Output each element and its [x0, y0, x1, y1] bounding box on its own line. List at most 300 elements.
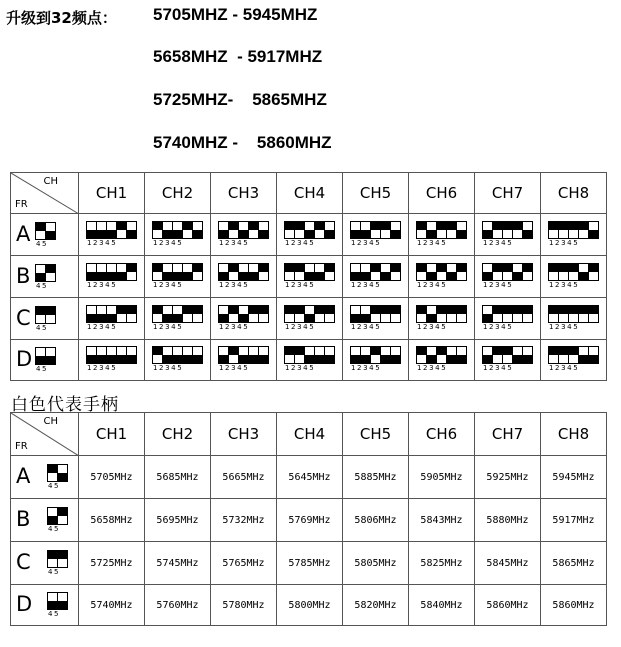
switch-lever-4	[579, 264, 589, 280]
switch-lever-2	[58, 508, 68, 524]
band-switch	[35, 306, 56, 332]
channel-header-5: CH5	[343, 413, 409, 456]
switch-lever-4	[447, 306, 457, 322]
switch-lever-2	[46, 307, 56, 323]
frequency-cell: 5745MHz	[145, 542, 211, 585]
dip-switch-levers	[548, 263, 599, 281]
switch-lever-5	[127, 264, 137, 280]
dip-cell	[277, 298, 343, 340]
switch-lever-1	[351, 306, 361, 322]
range-3: 5725MHZ- 5865MHZ	[153, 90, 327, 109]
band-switch-levers	[35, 306, 56, 324]
switch-lever-2	[295, 222, 305, 238]
switch-lever-1	[351, 222, 361, 238]
band-switch	[35, 222, 56, 248]
dip-switch-digits: 12345	[153, 238, 184, 247]
band-cell	[11, 340, 79, 381]
switch-lever-1	[549, 306, 559, 322]
dip-cell	[409, 256, 475, 298]
dip-cell	[475, 214, 541, 256]
dip-switch-digits: 12345	[219, 364, 250, 372]
dip-cell	[475, 340, 541, 381]
dip-switch-digits: 12345	[351, 238, 382, 247]
switch-lever-5	[589, 222, 599, 238]
band-switch-digits: 45	[48, 482, 61, 490]
switch-lever-1	[48, 593, 58, 609]
switch-lever-2	[97, 222, 107, 238]
switch-lever-5	[259, 347, 269, 363]
band-switch	[35, 347, 56, 373]
switch-lever-5	[457, 222, 467, 238]
switch-lever-4	[447, 347, 457, 363]
dip-switch	[416, 346, 467, 372]
switch-lever-4	[381, 306, 391, 322]
switch-lever-1	[36, 223, 46, 239]
dip-switch	[350, 263, 401, 289]
dip-switch	[86, 221, 137, 247]
switch-lever-1	[351, 347, 361, 363]
dip-switch-levers	[218, 346, 269, 364]
switch-lever-2	[361, 347, 371, 363]
switch-lever-2	[58, 465, 68, 481]
switch-lever-3	[503, 347, 513, 363]
switch-lever-4	[579, 222, 589, 238]
switch-lever-2	[46, 265, 56, 281]
dip-cell	[145, 256, 211, 298]
switch-lever-4	[315, 222, 325, 238]
band-label: B	[16, 263, 31, 288]
dip-switch	[86, 305, 137, 331]
dip-switch-levers	[350, 221, 401, 239]
switch-lever-3	[239, 222, 249, 238]
band-row-a	[11, 214, 607, 256]
range-1: 5705MHZ - 5945MHZ	[153, 5, 318, 24]
switch-lever-2	[493, 306, 503, 322]
switch-lever-1	[483, 306, 493, 322]
dip-switch	[548, 305, 599, 331]
switch-lever-2	[559, 306, 569, 322]
switch-lever-3	[305, 264, 315, 280]
dip-switch	[482, 305, 533, 331]
switch-lever-4	[447, 222, 457, 238]
switch-lever-3	[569, 222, 579, 238]
switch-lever-1	[36, 348, 46, 364]
band-switch	[47, 507, 68, 533]
switch-lever-1	[219, 264, 229, 280]
channel-header-5: CH5	[343, 173, 409, 214]
switch-lever-3	[173, 347, 183, 363]
dip-cell	[409, 214, 475, 256]
switch-lever-3	[305, 347, 315, 363]
dip-switch-digits: 12345	[219, 280, 250, 289]
dip-switch-digits: 12345	[285, 280, 316, 289]
switch-lever-2	[295, 306, 305, 322]
dip-switch	[284, 263, 335, 289]
frequency-cell: 5732MHz	[211, 499, 277, 542]
switch-lever-1	[87, 222, 97, 238]
dip-switch-digits: 12345	[549, 280, 580, 289]
switch-lever-3	[107, 264, 117, 280]
dip-cell	[211, 214, 277, 256]
dip-switch-levers	[548, 221, 599, 239]
frequency-cell: 5865MHz	[541, 542, 607, 585]
switch-lever-2	[58, 551, 68, 567]
frequency-cell: 5845MHz	[475, 542, 541, 585]
dip-switch-levers	[152, 305, 203, 323]
band-cell	[11, 298, 79, 340]
freq-row-d	[11, 585, 607, 626]
frequency-cell: 5840MHz	[409, 585, 475, 626]
switch-lever-2	[493, 347, 503, 363]
switch-lever-2	[427, 306, 437, 322]
switch-lever-2	[58, 593, 68, 609]
band-cell	[11, 542, 79, 585]
switch-lever-5	[193, 264, 203, 280]
dip-cell	[145, 340, 211, 381]
band-switch-digits: 45	[36, 281, 49, 290]
switch-lever-5	[523, 347, 533, 363]
switch-lever-1	[87, 347, 97, 363]
dip-switch	[284, 346, 335, 372]
switch-lever-5	[523, 264, 533, 280]
frequency-cell: 5880MHz	[475, 499, 541, 542]
switch-lever-4	[249, 306, 259, 322]
switch-lever-2	[229, 264, 239, 280]
dip-cell	[145, 214, 211, 256]
dip-switch-table	[10, 172, 607, 381]
switch-lever-3	[437, 222, 447, 238]
freq-row-b	[11, 499, 607, 542]
channel-header-6: CH6	[409, 413, 475, 456]
dip-switch	[482, 221, 533, 247]
dip-switch	[416, 221, 467, 247]
frequency-cell: 5760MHz	[145, 585, 211, 626]
switch-lever-1	[153, 264, 163, 280]
dip-cell	[277, 214, 343, 256]
dip-cell	[409, 340, 475, 381]
switch-lever-3	[239, 306, 249, 322]
frequency-cell: 5806MHz	[343, 499, 409, 542]
dip-switch-levers	[548, 346, 599, 364]
switch-lever-2	[46, 223, 56, 239]
band-switch	[47, 592, 68, 618]
switch-lever-1	[417, 347, 427, 363]
channel-header-7: CH7	[475, 413, 541, 456]
dip-switch-levers	[416, 221, 467, 239]
switch-lever-3	[437, 264, 447, 280]
switch-lever-5	[391, 347, 401, 363]
switch-lever-1	[417, 264, 427, 280]
dip-switch-digits: 12345	[219, 238, 250, 247]
switch-lever-3	[107, 347, 117, 363]
frequency-cell: 5945MHz	[541, 456, 607, 499]
switch-lever-2	[559, 264, 569, 280]
switch-lever-1	[153, 306, 163, 322]
switch-lever-4	[513, 222, 523, 238]
switch-lever-5	[589, 264, 599, 280]
band-cell	[11, 456, 79, 499]
switch-lever-2	[559, 347, 569, 363]
dip-switch-digits: 12345	[417, 280, 448, 289]
dip-cell	[277, 340, 343, 381]
channel-header-8: CH8	[541, 173, 607, 214]
dip-switch	[152, 263, 203, 289]
switch-lever-3	[437, 306, 447, 322]
switch-lever-2	[493, 264, 503, 280]
frequency-cell: 5725MHz	[79, 542, 145, 585]
frequency-cell: 5705MHz	[79, 456, 145, 499]
band-switch-levers	[47, 507, 68, 525]
switch-lever-4	[117, 222, 127, 238]
dip-switch-levers	[218, 221, 269, 239]
dip-switch	[284, 221, 335, 247]
switch-lever-4	[513, 347, 523, 363]
dip-switch-levers	[86, 221, 137, 239]
dip-switch-digits: 12345	[483, 238, 514, 247]
dip-switch-levers	[218, 263, 269, 281]
dip-switch-digits: 12345	[549, 238, 580, 247]
band-switch	[35, 264, 56, 290]
switch-lever-1	[285, 347, 295, 363]
switch-lever-1	[36, 307, 46, 323]
band-switch-digits: 45	[36, 365, 49, 373]
dip-switch-levers	[482, 305, 533, 323]
switch-lever-3	[107, 222, 117, 238]
switch-lever-2	[229, 306, 239, 322]
corner-cell	[11, 413, 79, 456]
band-cell	[11, 214, 79, 256]
dip-switch-levers	[350, 263, 401, 281]
band-row-c	[11, 298, 607, 340]
band-switch	[47, 550, 68, 576]
dip-switch-levers	[152, 263, 203, 281]
band-switch-levers	[47, 464, 68, 482]
switch-lever-4	[249, 264, 259, 280]
switch-lever-2	[559, 222, 569, 238]
switch-lever-3	[173, 264, 183, 280]
dip-switch-levers	[86, 305, 137, 323]
dip-cell	[475, 256, 541, 298]
switch-lever-5	[325, 306, 335, 322]
dip-switch-digits: 12345	[285, 238, 316, 247]
band-switch-digits: 45	[36, 323, 49, 332]
frequency-cell: 5885MHz	[343, 456, 409, 499]
channel-header-3: CH3	[211, 173, 277, 214]
switch-lever-4	[513, 306, 523, 322]
dip-switch	[548, 346, 599, 372]
band-label: C	[16, 305, 31, 330]
dip-cell	[343, 340, 409, 381]
frequency-cell: 5765MHz	[211, 542, 277, 585]
switch-lever-1	[153, 222, 163, 238]
switch-lever-3	[503, 222, 513, 238]
dip-switch	[416, 305, 467, 331]
switch-lever-4	[183, 222, 193, 238]
switch-lever-1	[48, 465, 58, 481]
frequency-cell: 5925MHz	[475, 456, 541, 499]
channel-header-2: CH2	[145, 173, 211, 214]
dip-cell	[211, 340, 277, 381]
band-label: B	[16, 506, 31, 531]
band-switch-levers	[35, 347, 56, 365]
dip-switch	[482, 346, 533, 372]
switch-lever-4	[183, 264, 193, 280]
switch-lever-5	[325, 222, 335, 238]
switch-lever-3	[371, 347, 381, 363]
switch-lever-2	[361, 222, 371, 238]
switch-lever-2	[361, 264, 371, 280]
switch-lever-5	[259, 264, 269, 280]
switch-lever-4	[447, 264, 457, 280]
channel-header-7: CH7	[475, 173, 541, 214]
switch-lever-1	[285, 222, 295, 238]
dip-switch-digits: 12345	[417, 238, 448, 247]
frequency-cell: 5860MHz	[541, 585, 607, 626]
frequency-cell: 5905MHz	[409, 456, 475, 499]
switch-lever-2	[97, 264, 107, 280]
channel-header-1: CH1	[79, 413, 145, 456]
switch-lever-5	[325, 264, 335, 280]
switch-lever-2	[163, 264, 173, 280]
switch-lever-5	[457, 347, 467, 363]
frequency-cell: 5805MHz	[343, 542, 409, 585]
switch-lever-2	[295, 264, 305, 280]
dip-switch	[218, 305, 269, 331]
dip-switch-digits: 12345	[483, 322, 514, 331]
switch-lever-5	[457, 264, 467, 280]
dip-switch	[218, 263, 269, 289]
dip-switch-digits: 12345	[351, 364, 382, 372]
band-switch-levers	[47, 550, 68, 568]
band-switch-digits: 45	[36, 239, 49, 248]
switch-lever-1	[219, 347, 229, 363]
frequency-cell: 5843MHz	[409, 499, 475, 542]
switch-lever-3	[569, 306, 579, 322]
switch-lever-4	[183, 347, 193, 363]
channel-header-2: CH2	[145, 413, 211, 456]
switch-lever-2	[163, 347, 173, 363]
band-label: D	[16, 346, 33, 371]
switch-lever-4	[579, 347, 589, 363]
switch-lever-5	[523, 306, 533, 322]
band-switch-digits: 45	[48, 610, 61, 618]
band-cell	[11, 585, 79, 626]
switch-lever-2	[493, 222, 503, 238]
band-switch-digits: 45	[48, 525, 61, 533]
frequency-cell: 5860MHz	[475, 585, 541, 626]
dip-switch-levers	[86, 263, 137, 281]
dip-switch-levers	[86, 346, 137, 364]
band-row-d	[11, 340, 607, 381]
switch-lever-3	[305, 222, 315, 238]
switch-lever-1	[36, 265, 46, 281]
dip-switch-digits: 12345	[87, 322, 118, 331]
band-switch-digits: 45	[48, 568, 61, 576]
dip-cell	[277, 256, 343, 298]
band-label: C	[16, 549, 31, 574]
dip-cell	[145, 298, 211, 340]
switch-lever-5	[193, 347, 203, 363]
switch-lever-1	[483, 347, 493, 363]
channel-header-8: CH8	[541, 413, 607, 456]
dip-switch	[218, 221, 269, 247]
switch-lever-1	[417, 306, 427, 322]
range-4: 5740MHZ - 5860MHZ	[153, 133, 332, 152]
switch-lever-5	[391, 306, 401, 322]
switch-lever-1	[219, 306, 229, 322]
switch-lever-5	[523, 222, 533, 238]
dip-cell	[79, 256, 145, 298]
switch-lever-2	[97, 347, 107, 363]
corner-cell	[11, 173, 79, 214]
dip-switch-digits: 12345	[351, 280, 382, 289]
frequency-cell: 5785MHz	[277, 542, 343, 585]
switch-lever-4	[117, 347, 127, 363]
switch-lever-5	[259, 306, 269, 322]
switch-lever-5	[589, 347, 599, 363]
switch-lever-3	[371, 306, 381, 322]
corner-fr-label: FR	[15, 199, 28, 210]
switch-lever-5	[127, 222, 137, 238]
switch-lever-3	[239, 347, 249, 363]
switch-lever-3	[503, 306, 513, 322]
dip-cell	[79, 214, 145, 256]
switch-lever-5	[391, 222, 401, 238]
dip-header-row	[11, 173, 607, 214]
dip-switch-digits: 12345	[285, 322, 316, 331]
range-2: 5658MHZ - 5917MHZ	[153, 47, 323, 66]
dip-switch	[548, 263, 599, 289]
dip-switch-levers	[482, 221, 533, 239]
switch-lever-1	[549, 222, 559, 238]
dip-switch-digits: 12345	[87, 238, 118, 247]
dip-cell	[79, 298, 145, 340]
dip-switch	[152, 346, 203, 372]
dip-switch-levers	[284, 305, 335, 323]
band-row-b	[11, 256, 607, 298]
dip-switch-levers	[284, 346, 335, 364]
channel-header-4: CH4	[277, 413, 343, 456]
dip-cell	[475, 298, 541, 340]
switch-lever-3	[173, 306, 183, 322]
dip-switch-digits: 12345	[87, 280, 118, 289]
switch-lever-3	[569, 347, 579, 363]
switch-lever-4	[513, 264, 523, 280]
switch-lever-1	[285, 306, 295, 322]
dip-switch-levers	[416, 263, 467, 281]
dip-switch	[482, 263, 533, 289]
switch-lever-3	[305, 306, 315, 322]
switch-lever-4	[579, 306, 589, 322]
switch-lever-5	[589, 306, 599, 322]
frequency-cell: 5917MHz	[541, 499, 607, 542]
dip-switch-digits: 12345	[219, 322, 250, 331]
switch-lever-3	[173, 222, 183, 238]
dip-cell	[541, 256, 607, 298]
dip-cell	[343, 256, 409, 298]
switch-lever-1	[483, 222, 493, 238]
dip-switch-levers	[152, 221, 203, 239]
switch-lever-4	[183, 306, 193, 322]
dip-switch-levers	[284, 221, 335, 239]
switch-lever-5	[193, 306, 203, 322]
subtitle: 白色代表手柄	[11, 395, 119, 415]
switch-lever-1	[483, 264, 493, 280]
dip-switch	[350, 221, 401, 247]
switch-lever-4	[315, 306, 325, 322]
dip-switch-digits: 12345	[285, 364, 316, 372]
frequency-cell: 5645MHz	[277, 456, 343, 499]
